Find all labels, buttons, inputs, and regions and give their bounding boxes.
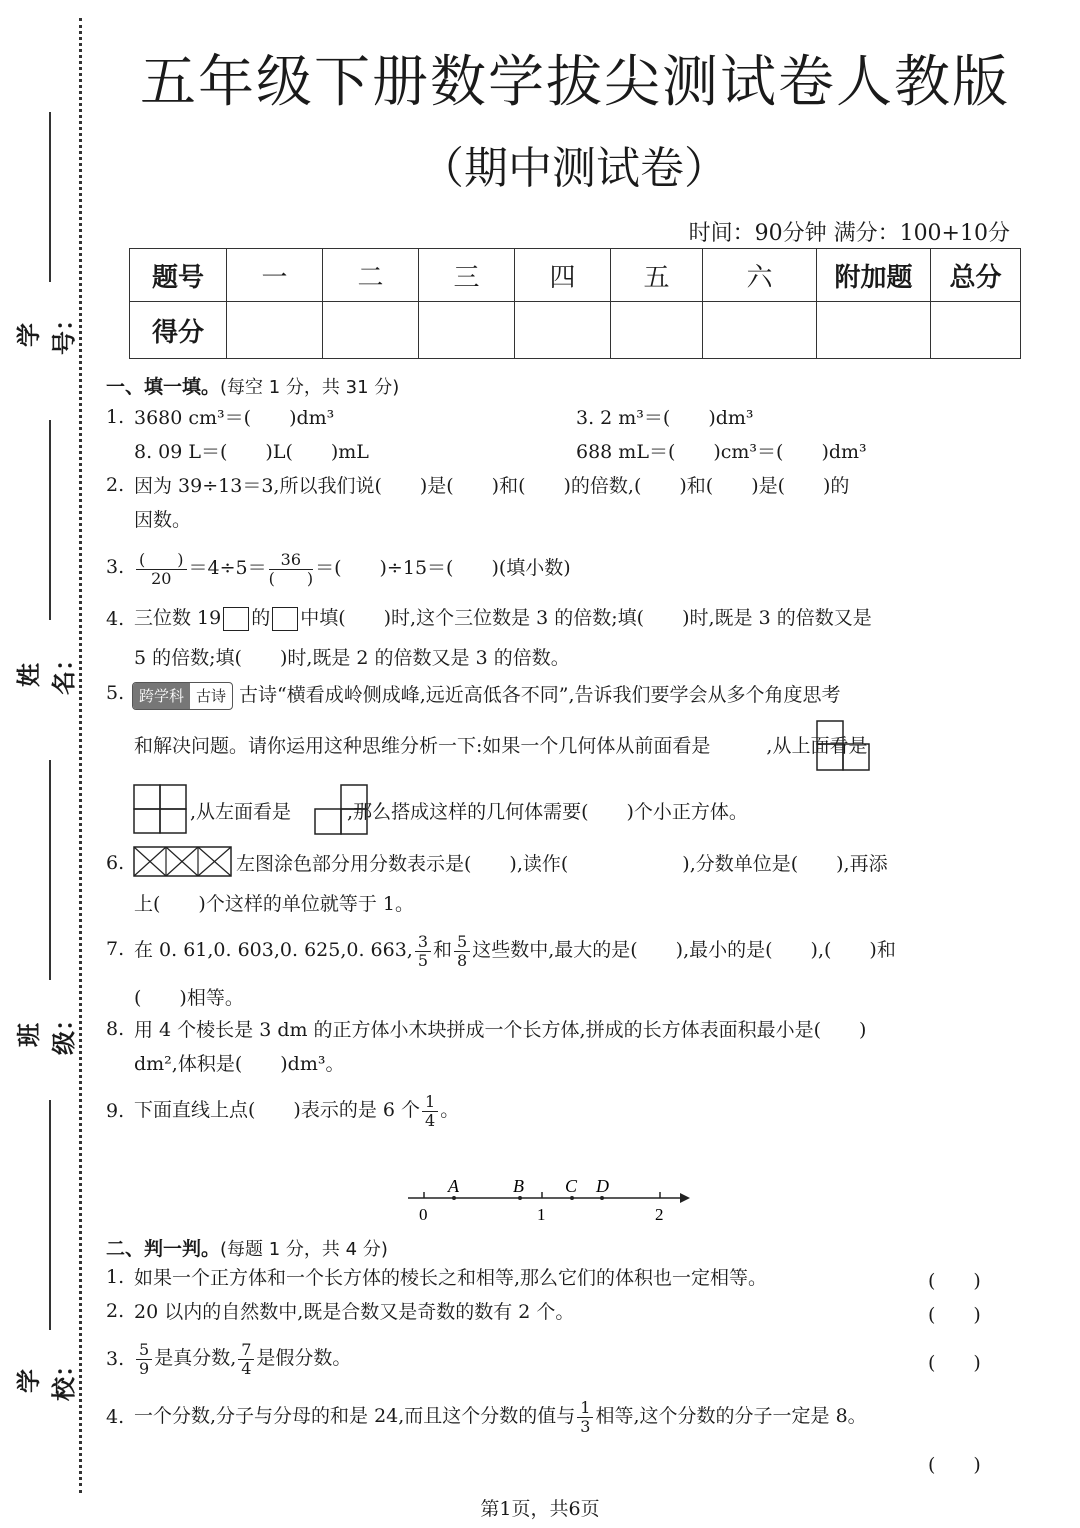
s2-q4-number: 4. [106,1406,125,1428]
q5-line-a [132,682,841,710]
q6-number: 6. [106,852,125,874]
q3-end: ＝( )÷15＝( )(填小数) [315,557,571,579]
score-header-cell: 四 [515,249,611,302]
q5-text-c1: ,从左面看是 [190,801,292,823]
section2-note: (每题 1 分，共 4 分) [220,1239,388,1260]
q7-number: 7. [106,938,125,960]
point-d-label: D [596,1176,609,1196]
score-cell[interactable] [515,302,611,359]
q4-part-2: 的 [251,607,271,629]
q5-text-a: 古诗“横看成岭侧成峰,远近高低各不同”,告诉我们要学会从多个角度思考 [239,684,841,706]
section1-title: 一、填一填。 [106,376,221,398]
score-table-score-row [130,302,1021,359]
score-header-cell: 附加题 [817,249,931,302]
q5-line-b [134,734,867,758]
s2-q3-f1-bottom: 9 [139,1358,150,1378]
shaded-fraction-figure [133,846,233,878]
s2-q4-text-a: 一个分数,分子与分母的和是 24,而且这个分数的值与 [134,1405,576,1427]
score-header-cell: 三 [419,249,515,302]
s2-q1-answer-paren[interactable]: ( ) [928,1270,981,1292]
q5-text-c2: ,那么搭成这样的几何体需要( )个小正方体。 [347,801,748,823]
page-footer: 第1页，共6页 [480,1498,600,1520]
class-label: 班级： [15,1007,78,1055]
q9-fraction [422,1093,438,1130]
s2-q4-f-top: 1 [577,1399,593,1418]
q6-line-b: 上( )个这样的单位就等于 1。 [134,893,414,915]
score-header-cell: 总分 [931,249,1021,302]
s2-q2-answer-paren[interactable]: ( ) [928,1304,981,1326]
point-a-dot [452,1196,456,1200]
q3-fraction-1 [136,551,187,588]
time-info: 时间：90分钟 满分：100+10分 [688,221,1010,246]
section1-heading [106,372,399,399]
q5-line-c [190,800,748,824]
binding-dotted-line [79,18,82,1493]
s2-q3-f1-top: 5 [136,1341,152,1360]
s2-q3-line [134,1334,351,1382]
tick-label-1: 1 [537,1205,546,1224]
q4-blank-box [272,607,298,631]
s2-q3-text-a: 是真分数, [154,1347,237,1369]
q1-part-b: 3. 2 m³＝( )dm³ [576,407,754,429]
q7-part-1: 在 0. 61,0. 603,0. 625,0. 663, [134,939,413,961]
q3-frac2-bottom: ( ) [268,568,314,588]
q3-mid: ＝4÷5＝ [188,557,267,579]
q4-line-b: 5 的倍数;填( )时,既是 2 的倍数又是 3 的倍数。 [134,647,570,669]
score-table [129,248,1021,359]
point-b-label: B [513,1176,524,1196]
q7-part-2: 和 [433,939,453,961]
q2-line-a: 因为 39÷13＝3,所以我们说( )是( )和( )的倍数,( )和( )是( )的 [134,475,850,497]
q4-blank-box [223,607,249,631]
s2-q3-text-b: 是假分数。 [256,1347,352,1369]
number-line-arrow-icon [680,1193,690,1203]
q8-number: 8. [106,1018,125,1040]
s2-q3-number: 3. [106,1348,125,1370]
score-cell[interactable] [931,302,1021,359]
point-c-label: C [565,1176,578,1196]
s2-q1-text: 如果一个正方体和一个长方体的棱长之和相等,那么它们的体积也一定相等。 [134,1267,768,1289]
q1-part-d: 688 mL＝( )cm³＝( )dm³ [576,441,867,463]
q9-text: 下面直线上点( )表示的是 6 个 [134,1099,420,1121]
point-d-dot [600,1196,604,1200]
badge-poem: 古诗 [196,687,227,705]
class-underline [49,760,51,980]
point-c-dot [570,1196,574,1200]
score-header-cell: 二 [323,249,419,302]
badge-subject: 跨学科 [133,683,190,709]
s2-q1-number: 1. [106,1266,125,1288]
q1-part-a: 3680 cm³＝( )dm³ [134,407,335,429]
score-header-cell: 题号 [130,249,227,302]
s2-q2-number: 2. [106,1300,125,1322]
top-view-figure [133,784,189,834]
score-cell[interactable] [227,302,323,359]
point-a-label: A [448,1176,459,1196]
s2-q4-line [134,1392,867,1440]
s2-q3-fraction-1 [136,1341,152,1378]
s2-q3-f2-bottom: 4 [241,1358,252,1378]
tick-label-0: 0 [419,1205,428,1224]
section2-heading [106,1234,388,1261]
score-table-header-row [130,249,1021,302]
q7-line-a [134,926,896,974]
school-label: 学校： [15,1353,78,1401]
number-line [400,1170,700,1226]
page-title: 五年级下册数学拔尖测试卷人教版 [140,50,1010,115]
page-subtitle: （期中测试卷） [420,143,728,194]
q8-line-a: 用 4 个棱长是 3 dm 的正方体小木块拼成一个长方体,拼成的长方体表面积最小是( ) [134,1019,867,1041]
name-underline [49,420,51,620]
section2-title: 二、判一判。 [106,1238,221,1260]
score-cell[interactable] [703,302,817,359]
q4-part-1: 三位数 19 [134,607,222,629]
score-header-cell: 一 [227,249,323,302]
s2-q2-text: 20 以内的自然数中,既是合数又是奇数的数有 2 个。 [134,1301,575,1323]
score-cell[interactable] [419,302,515,359]
q9-end: 。 [440,1099,460,1121]
school-underline [49,1100,51,1330]
q9-f-bottom: 4 [425,1110,436,1130]
q7-line-b: ( )相等。 [134,987,244,1009]
s2-q4-f-bottom: 3 [580,1416,591,1436]
q3-line [134,542,571,594]
q9-number: 9. [106,1100,125,1122]
q7-part-3: 这些数中,最大的是( ),最小的是( ),( )和 [472,939,896,961]
score-cell[interactable] [611,302,703,359]
s2-q3-fraction-2 [238,1341,254,1378]
q8-line-b: dm²,体积是( )dm³。 [134,1053,345,1075]
q5-text-b1: 和解决问题。请你运用这种思维分析一下:如果一个几何体从前面看是 [134,735,711,757]
q9-line [134,1086,459,1134]
q5-number: 5. [106,682,125,704]
q9-f-top: 1 [422,1093,438,1112]
q3-number: 3. [106,556,125,578]
score-row-label: 得分 [130,302,227,359]
q7-f2-bottom: 8 [457,950,468,970]
q2-number: 2. [106,474,125,496]
q1-number: 1. [106,406,125,428]
score-header-cell: 六 [703,249,817,302]
q1-part-c: 8. 09 L＝( )L( )mL [134,441,369,463]
s2-q4-answer-paren[interactable]: ( ) [928,1454,981,1476]
s2-q4-fraction [577,1399,593,1436]
q7-f2-top: 5 [454,933,470,952]
left-view-figure [314,784,370,836]
q7-fraction-2 [454,933,470,970]
q5-text-b2: ,从上面看是 [766,735,868,757]
student-id-label: 学号： [15,307,78,355]
student-id-underline [49,112,51,282]
s2-q3-answer-paren[interactable]: ( ) [928,1352,981,1374]
q7-f1-top: 3 [415,933,431,952]
q3-frac1-top: ( ) [136,551,187,570]
front-view-figure [816,720,872,772]
q6-line-a: 左图涂色部分用分数表示是( ),读作( ),分数单位是( ),再添 [236,853,888,875]
point-b-dot [518,1196,522,1200]
tick-label-2: 2 [655,1205,664,1224]
name-label: 姓名： [15,647,78,695]
score-cell[interactable] [323,302,419,359]
q7-fraction-1 [415,933,431,970]
q7-f1-bottom: 5 [417,950,429,970]
s2-q4-text-b: 相等,这个分数的分子一定是 8。 [595,1405,867,1427]
q4-line-a [134,606,872,631]
score-header-cell: 五 [611,249,703,302]
q3-fraction-2 [269,551,314,588]
section1-note: (每空 1 分，共 31 分) [220,377,400,398]
score-cell[interactable] [817,302,931,359]
q4-number: 4. [106,608,125,630]
s2-q3-f2-top: 7 [238,1341,254,1360]
q4-part-3: 中填( )时,这个三位数是 3 的倍数;填( )时,既是 3 的倍数又是 [300,607,872,629]
q3-frac1-bottom: 20 [151,568,172,588]
q3-frac2-top: 36 [269,551,314,570]
cross-subject-badge [132,682,233,710]
q2-line-b: 因数。 [134,509,192,531]
